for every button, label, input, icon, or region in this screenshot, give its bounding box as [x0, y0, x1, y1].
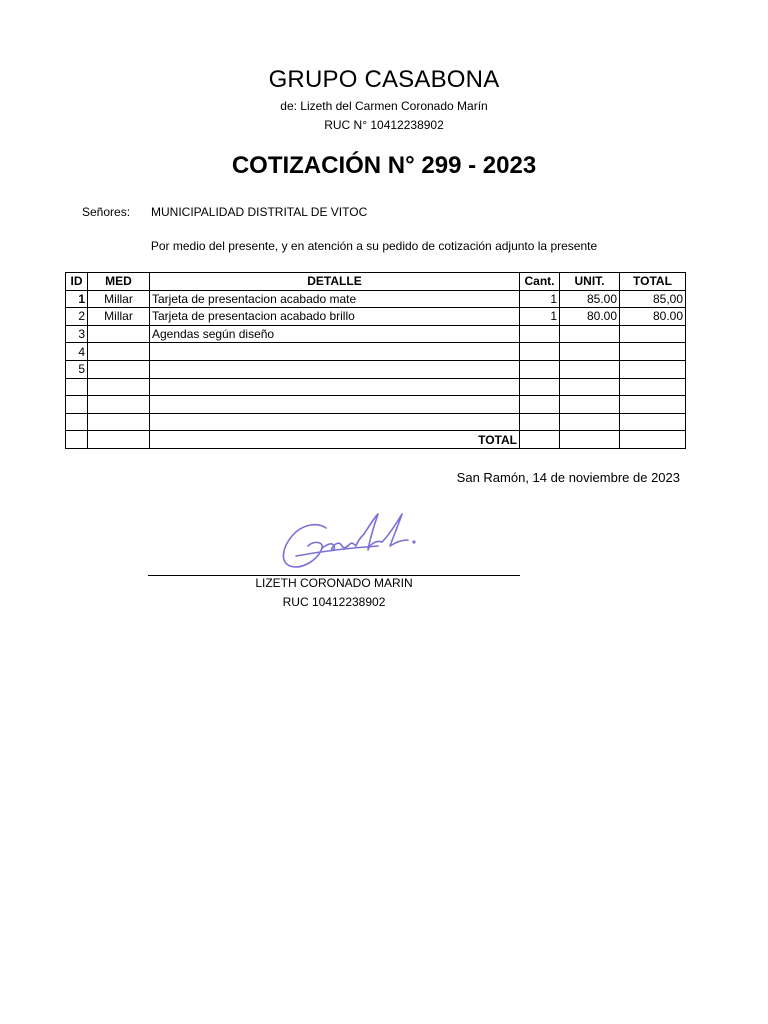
cell-empty [520, 378, 560, 396]
cell-total: 85,00 [620, 290, 686, 308]
cell-qty [520, 325, 560, 343]
cell-qty: 1 [520, 308, 560, 326]
cell-unit [560, 360, 620, 378]
cell-id: 1 [66, 290, 88, 308]
cell-empty [560, 396, 620, 414]
table-row [66, 343, 686, 361]
table-row-empty [66, 378, 686, 396]
cell-empty [560, 378, 620, 396]
table-row [66, 290, 686, 308]
cell-unit [560, 325, 620, 343]
cell-empty [150, 396, 520, 414]
cell-unit [560, 343, 620, 361]
cell-empty [66, 396, 88, 414]
cell-qty [520, 360, 560, 378]
header-detail: DETALLE [150, 273, 520, 291]
recipient-label: Señores: [82, 205, 131, 219]
table-total-row [66, 431, 686, 449]
cell-empty [520, 396, 560, 414]
cell-med: Millar [88, 308, 150, 326]
cell-qty [520, 343, 560, 361]
signature-image [278, 506, 428, 576]
grand-total-value [620, 431, 686, 449]
cell-empty [88, 378, 150, 396]
cell-med [88, 360, 150, 378]
cell-total [620, 343, 686, 361]
cell-empty [88, 413, 150, 431]
header-total: TOTAL [620, 273, 686, 291]
company-name: GRUPO CASABONA [268, 66, 500, 93]
signer-ruc: RUC 10412238902 [282, 595, 386, 609]
cell-id: 4 [66, 343, 88, 361]
company-ruc: RUC N° 10412238902 [324, 118, 444, 132]
cell-unit: 80.00 [560, 308, 620, 326]
cell-empty [620, 396, 686, 414]
cell-empty [560, 413, 620, 431]
header-med: MED [88, 273, 150, 291]
cell-id: 2 [66, 308, 88, 326]
quote-title: COTIZACIÓN N° 299 - 2023 [231, 152, 537, 179]
cell-med [88, 325, 150, 343]
cell-qty: 1 [520, 290, 560, 308]
cell-med [88, 343, 150, 361]
cell-detail: Tarjeta de presentacion acabado brillo [150, 308, 520, 326]
signer-name: LIZETH CORONADO MARIN [255, 576, 413, 590]
cell-empty [560, 431, 620, 449]
table-row-empty [66, 396, 686, 414]
cell-id: 3 [66, 325, 88, 343]
cell-empty [620, 413, 686, 431]
place-date: San Ramón, 14 de noviembre de 2023 [456, 470, 680, 485]
table-row [66, 308, 686, 326]
quote-table [65, 272, 686, 449]
cell-total [620, 325, 686, 343]
cell-detail: Agendas según diseño [150, 325, 520, 343]
cell-empty [150, 378, 520, 396]
table-row-empty [66, 413, 686, 431]
cell-empty [66, 431, 88, 449]
cell-total: 80.00 [620, 308, 686, 326]
table-row [66, 360, 686, 378]
header-unit: UNIT. [560, 273, 620, 291]
owner-name: de: Lizeth del Carmen Coronado Marín [280, 99, 488, 113]
intro-text: Por medio del presente, y en atención a su pedido de cotización adjunto la presente [150, 239, 598, 253]
cell-med: Millar [88, 290, 150, 308]
total-label: TOTAL [150, 431, 520, 449]
cell-detail [150, 360, 520, 378]
table-header-row [66, 273, 686, 291]
cell-empty [520, 431, 560, 449]
table-row [66, 325, 686, 343]
cell-id: 5 [66, 360, 88, 378]
cell-empty [620, 378, 686, 396]
recipient-name: MUNICIPALIDAD DISTRITAL DE VITOC [151, 205, 368, 219]
header-id: ID [66, 273, 88, 291]
cell-empty [88, 431, 150, 449]
cell-detail: Tarjeta de presentacion acabado mate [150, 290, 520, 308]
cell-empty [88, 396, 150, 414]
cell-unit: 85.00 [560, 290, 620, 308]
cell-empty [150, 413, 520, 431]
cell-empty [66, 413, 88, 431]
header-qty: Cant. [520, 273, 560, 291]
cell-detail [150, 343, 520, 361]
cell-empty [66, 378, 88, 396]
cell-total [620, 360, 686, 378]
cell-empty [520, 413, 560, 431]
